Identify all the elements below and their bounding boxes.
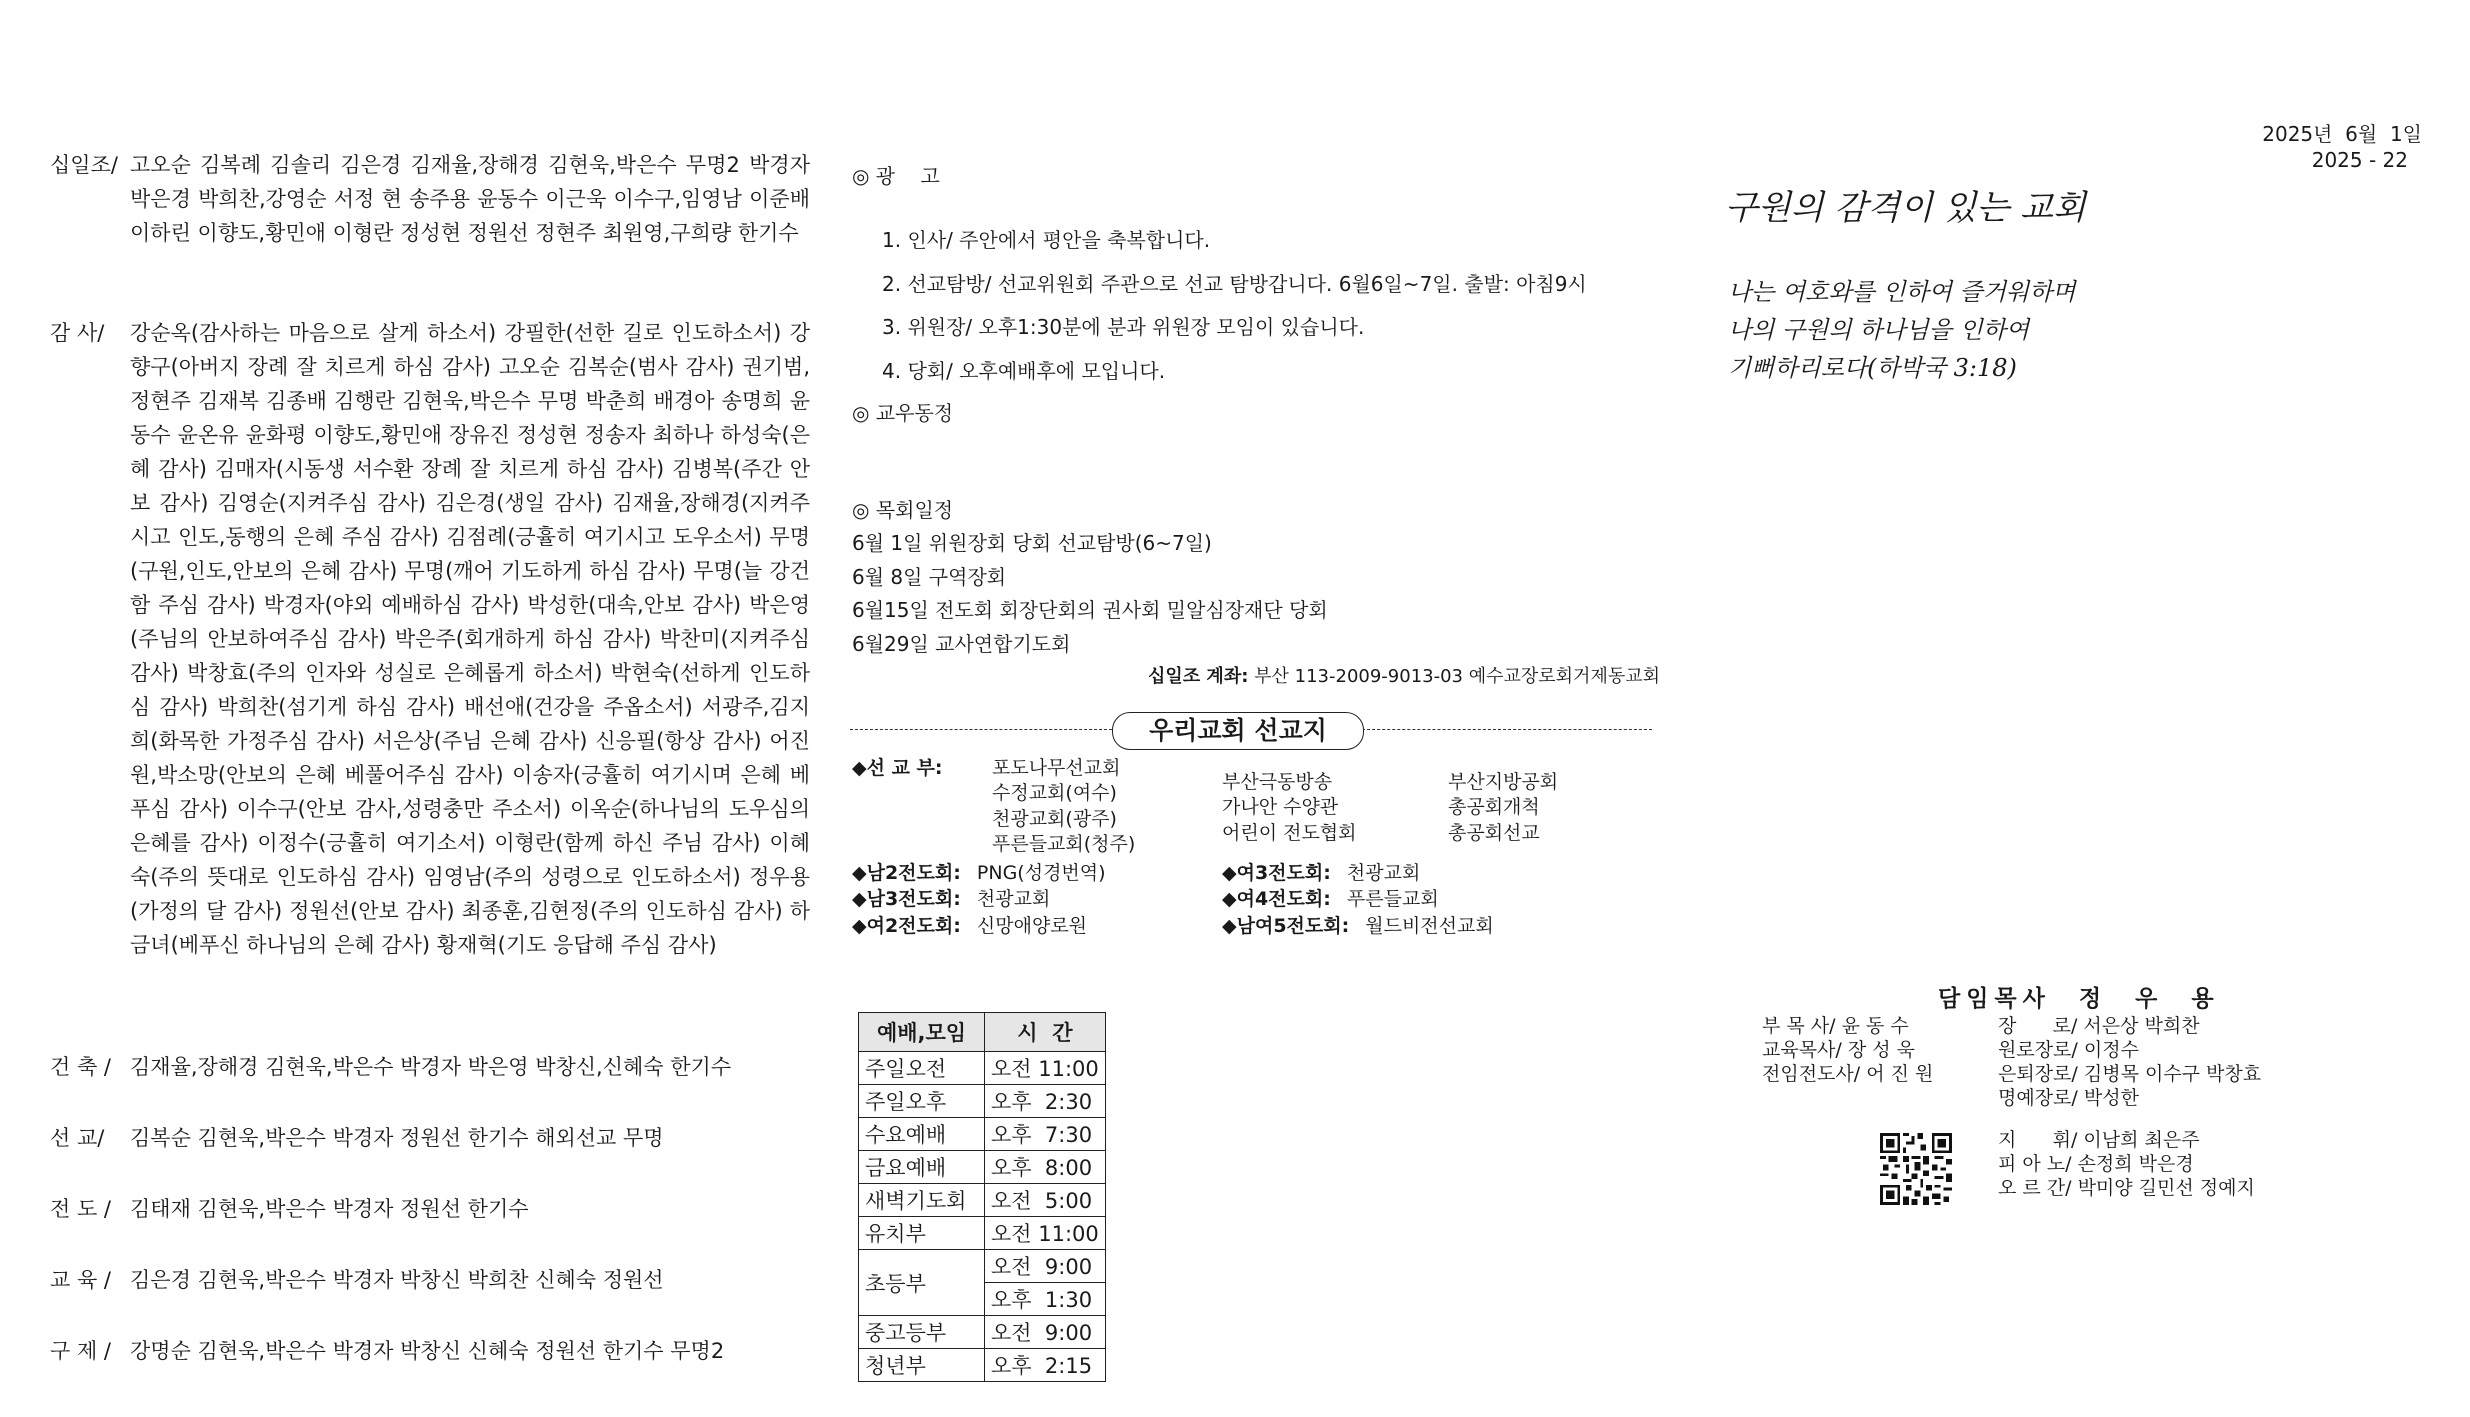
mission-group-value: 천광교회 bbox=[1346, 862, 1421, 884]
offering-names: 강명순 김현욱,박은수 박경자 박창신 신혜숙 정원선 한기수 무명2 bbox=[130, 1339, 725, 1363]
service-time: 오후 8:00 bbox=[985, 1151, 1106, 1184]
offering-label: 십일조/ bbox=[50, 153, 118, 177]
service-name: 초등부 bbox=[859, 1250, 985, 1316]
service-name: 새벽기도회 bbox=[859, 1184, 985, 1217]
mission-dept-label: ◆선 교 부: bbox=[852, 757, 943, 779]
service-time: 오전 11:00 bbox=[985, 1052, 1106, 1085]
table-row bbox=[859, 1052, 1106, 1085]
account-value: 부산 113-2009-9013-03 예수교장로회거제동교회 bbox=[1254, 666, 1660, 687]
staff-music: 지 휘/ 이남희 최은주 bbox=[1998, 1129, 2200, 1151]
mission-group-value: PNG(성경번역) bbox=[976, 862, 1106, 884]
service-time: 오전 5:00 bbox=[985, 1184, 1106, 1217]
staff-elder: 은퇴장로/ 김병목 이수구 박창효 bbox=[1998, 1063, 2262, 1085]
header-service: 예배,모임 bbox=[859, 1013, 985, 1052]
service-name: 금요예배 bbox=[859, 1151, 985, 1184]
service-name: 중고등부 bbox=[859, 1316, 985, 1349]
table-header-row bbox=[859, 1013, 1106, 1052]
offering-relief bbox=[50, 1334, 810, 1368]
offering-label: 구 제 / bbox=[50, 1339, 111, 1363]
account-label: 십일조 계좌: bbox=[1148, 666, 1249, 687]
service-name: 청년부 bbox=[859, 1349, 985, 1382]
offering-label: 감 사/ bbox=[50, 321, 105, 345]
offering-mission bbox=[50, 1121, 810, 1155]
staff-music: 오 르 간/ 박미양 길민선 정예지 bbox=[1998, 1177, 2255, 1199]
ad-item: 4. 당회/ 오후예배후에 모입니다. bbox=[882, 359, 1166, 383]
staff-music: 피 아 노/ 손정희 박은경 bbox=[1998, 1153, 2194, 1175]
service-time: 오후 1:30 bbox=[985, 1283, 1106, 1316]
service-time: 오전 11:00 bbox=[985, 1217, 1106, 1250]
verse-line: 기뻐하리로다(하박국 3:18) bbox=[1728, 354, 2017, 382]
mission-group bbox=[852, 887, 1050, 912]
service-name: 주일오전 bbox=[859, 1052, 985, 1085]
mission-item: 수정교회(여수) bbox=[992, 782, 1117, 804]
table-row bbox=[859, 1184, 1106, 1217]
mission-group-value: 푸른들교회 bbox=[1346, 888, 1439, 910]
mission-group-value: 천광교회 bbox=[976, 888, 1051, 910]
table-row bbox=[859, 1316, 1106, 1349]
service-name: 수요예배 bbox=[859, 1118, 985, 1151]
offering-names: 김재율,장해경 김현욱,박은수 박경자 박은영 박창신,신혜숙 한기수 bbox=[130, 1055, 732, 1079]
mission-group-label: ◆남3전도회: bbox=[852, 888, 961, 910]
service-time: 오전 9:00 bbox=[985, 1316, 1106, 1349]
mission-item: 총공회선교 bbox=[1448, 822, 1540, 844]
table-row bbox=[859, 1349, 1106, 1382]
mission-group-label: ◆남여5전도회: bbox=[1222, 915, 1350, 937]
staff-elder: 명예장로/ 박성한 bbox=[1998, 1087, 2139, 1109]
mission-item: 천광교회(광주) bbox=[992, 808, 1117, 830]
offering-education bbox=[50, 1263, 810, 1297]
offering-evangelism bbox=[50, 1192, 810, 1226]
schedule-item: 6월 8일 구역장회 bbox=[852, 565, 1007, 589]
service-name: 유치부 bbox=[859, 1217, 985, 1250]
mission-group-value: 신망애양로원 bbox=[976, 915, 1088, 937]
senior-pastor: 담임목사 정 우 용 bbox=[1938, 986, 2220, 1012]
mission-title: 우리교회 선교지 bbox=[1112, 712, 1364, 750]
service-time: 오전 9:00 bbox=[985, 1250, 1106, 1283]
ad-item: 1. 인사/ 주안에서 평안을 축복합니다. bbox=[882, 228, 1211, 252]
header-time: 시 간 bbox=[985, 1013, 1106, 1052]
mission-group-label: ◆여2전도회: bbox=[852, 915, 961, 937]
offering-tithe bbox=[50, 148, 810, 250]
schedule-item: 6월29일 교사연합기도회 bbox=[852, 632, 1071, 656]
mission-item: 푸른들교회(청주) bbox=[992, 833, 1136, 855]
table-row bbox=[859, 1151, 1106, 1184]
bulletin-date: 2025년 6월 1일 bbox=[2262, 122, 2422, 146]
mission-group bbox=[852, 861, 1106, 886]
offering-names: 강순옥(감사하는 마음으로 살게 하소서) 강필한(선한 길로 인도하소서) 강향구(아버지 장례 잘 치르게 하심 감사) 고오순 김복순(범사 감사) 권기범,정현주 김재복 김종배 김행란 김현욱,박은수 무명 박춘희 배경아 송명희 윤동수 윤온유 윤화평 이향도,황민애 장유진 정성현 정송자 최하나 하성숙(은혜 감사) 김매자(시동생 서수환 장례 잘 치르게 하심 감사) 김병복(주간 안보 감사) 김영순(지켜주심 감사) 김은경(생일 감사) 김재율,장해경(지켜주시고 인도,동행의 은혜 주심 감사) 김점례(긍휼히 여기시고 도우소서) 무명(구원,인도,안보의 은혜 감사) 무명(깨어 기도하게 하심 감사) 무명(늘 강건함 주심 감사) 박경자(야외 예배하심 감사) 박성한(대속,안보 감사) 박은영(주님의 안보하여주심 감사) 박은주(회개하게 하심 감사) 박찬미(지켜주심 감사) 박창효(주의 인자와 성실로 은혜롭게 하소서) 박현숙(선하게 인도하심 감사) 박희찬(섬기게 하심 감사) 배선애(건강을 주옵소서) 서광주,김지희(화목한 가정주심 감사) 서은상(주님 은혜 감사) 신응필(항상 감사) 어진원,박소망(안보의 은혜 베풀어주심 감사) 이송자(긍휼히 여기시며 은혜 베푸심 감사) 이수구(안보 감사,성령충만 주소서) 이옥순(하나님의 도우심의 은혜를 감사) 이정수(긍휼히 여기소서) 이형란(함께 하신 주님 감사) 이혜숙(주의 뜻대로 인도하심 감사) 임영남(주의 성령으로 인도하소서) 정우용(가정의 달 감사) 정원선(안보 감사) 최종훈,김현정(주의 인도하심 감사) 하금녀(베푸신 하나님의 은혜 감사) 황재혁(기도 응답해 주심 감사) bbox=[130, 321, 810, 957]
mission-item: 총공회개척 bbox=[1448, 796, 1540, 818]
offering-names: 김은경 김현욱,박은수 박경자 박창신 박희찬 신혜숙 정원선 bbox=[130, 1268, 664, 1292]
bulletin-issue: 2025 - 22 bbox=[2311, 148, 2408, 172]
offering-label: 건 축 / bbox=[50, 1055, 111, 1079]
service-time: 오후 2:15 bbox=[985, 1349, 1106, 1382]
mission-group-label: ◆여4전도회: bbox=[1222, 888, 1331, 910]
ad-item: 3. 위원장/ 오후1:30분에 분과 위원장 모임이 있습니다. bbox=[882, 315, 1365, 339]
mission-item: 어린이 전도협회 bbox=[1222, 822, 1357, 844]
mission-group-value: 월드비전선교회 bbox=[1365, 915, 1494, 937]
table-row bbox=[859, 1085, 1106, 1118]
mission-group bbox=[1222, 887, 1439, 912]
offering-names: 고오순 김복례 김솔리 김은경 김재율,장해경 김현욱,박은수 무명2 박경자 박은경 박희찬,강영순 서정 현 송주용 윤동수 이근욱 이수구,임영남 이준배 이하린 이향도,황민애 이형란 정성현 정원선 정현주 최원영,구희량 한기수 bbox=[130, 153, 810, 245]
divider-left bbox=[850, 729, 1112, 730]
service-time: 오후 2:30 bbox=[985, 1085, 1106, 1118]
table-row bbox=[859, 1250, 1106, 1283]
verse-line: 나의 구원의 하나님을 인하여 bbox=[1728, 316, 2030, 344]
staff-elder: 원로장로/ 이정수 bbox=[1998, 1039, 2139, 1061]
table-row bbox=[859, 1217, 1106, 1250]
staff-left: 부 목 사/ 윤 동 수 bbox=[1762, 1015, 1909, 1037]
qr-code-icon[interactable] bbox=[1880, 1133, 1952, 1205]
mission-item: 포도나무선교회 bbox=[992, 757, 1121, 779]
offering-label: 전 도 / bbox=[50, 1197, 111, 1221]
mission-group bbox=[1222, 914, 1494, 939]
mission-item: 부산지방공회 bbox=[1448, 771, 1559, 793]
service-time: 오후 7:30 bbox=[985, 1118, 1106, 1151]
schedule-item: 6월 1일 위원장회 당회 선교탐방(6~7일) bbox=[852, 531, 1212, 555]
news-heading: ◎ 교우동정 bbox=[852, 401, 954, 425]
verse-line: 나는 여호와를 인하여 즐거워하며 bbox=[1728, 278, 2076, 306]
ad-item: 2. 선교탐방/ 선교위원회 주관으로 선교 탐방갑니다. 6월6일~7일. 출발: 아침9시 bbox=[882, 272, 1587, 296]
staff-elder: 장 로/ 서은상 박희찬 bbox=[1998, 1015, 2200, 1037]
mission-item: 가나안 수양관 bbox=[1222, 796, 1339, 818]
service-times-table bbox=[858, 1012, 1106, 1382]
ads-heading: ◎ 광 고 bbox=[852, 164, 940, 188]
offering-label: 교 육 / bbox=[50, 1268, 111, 1292]
divider-right bbox=[1362, 729, 1652, 730]
mission-group-label: ◆남2전도회: bbox=[852, 862, 961, 884]
offering-names: 김복순 김현욱,박은수 박경자 정원선 한기수 해외선교 무명 bbox=[130, 1126, 664, 1150]
offering-building bbox=[50, 1050, 810, 1084]
mission-group-label: ◆여3전도회: bbox=[1222, 862, 1331, 884]
staff-left: 전임전도사/ 어 진 원 bbox=[1762, 1063, 1934, 1085]
schedule-item: 6월15일 전도회 회장단회의 권사회 밀알심장재단 당회 bbox=[852, 598, 1328, 622]
offering-label: 선 교/ bbox=[50, 1126, 105, 1150]
church-motto: 구원의 감격이 있는 교회 bbox=[1725, 188, 2086, 228]
schedule-heading: ◎ 목회일정 bbox=[852, 498, 954, 522]
mission-group bbox=[1222, 861, 1420, 886]
staff-left: 교육목사/ 장 성 욱 bbox=[1762, 1039, 1915, 1061]
offering-thanks bbox=[50, 316, 810, 962]
service-name: 주일오후 bbox=[859, 1085, 985, 1118]
mission-group bbox=[852, 914, 1087, 939]
offering-names: 김태재 김현욱,박은수 박경자 정원선 한기수 bbox=[130, 1197, 529, 1221]
table-row bbox=[859, 1118, 1106, 1151]
tithe-account bbox=[1148, 662, 1660, 688]
mission-item: 부산극동방송 bbox=[1222, 771, 1333, 793]
